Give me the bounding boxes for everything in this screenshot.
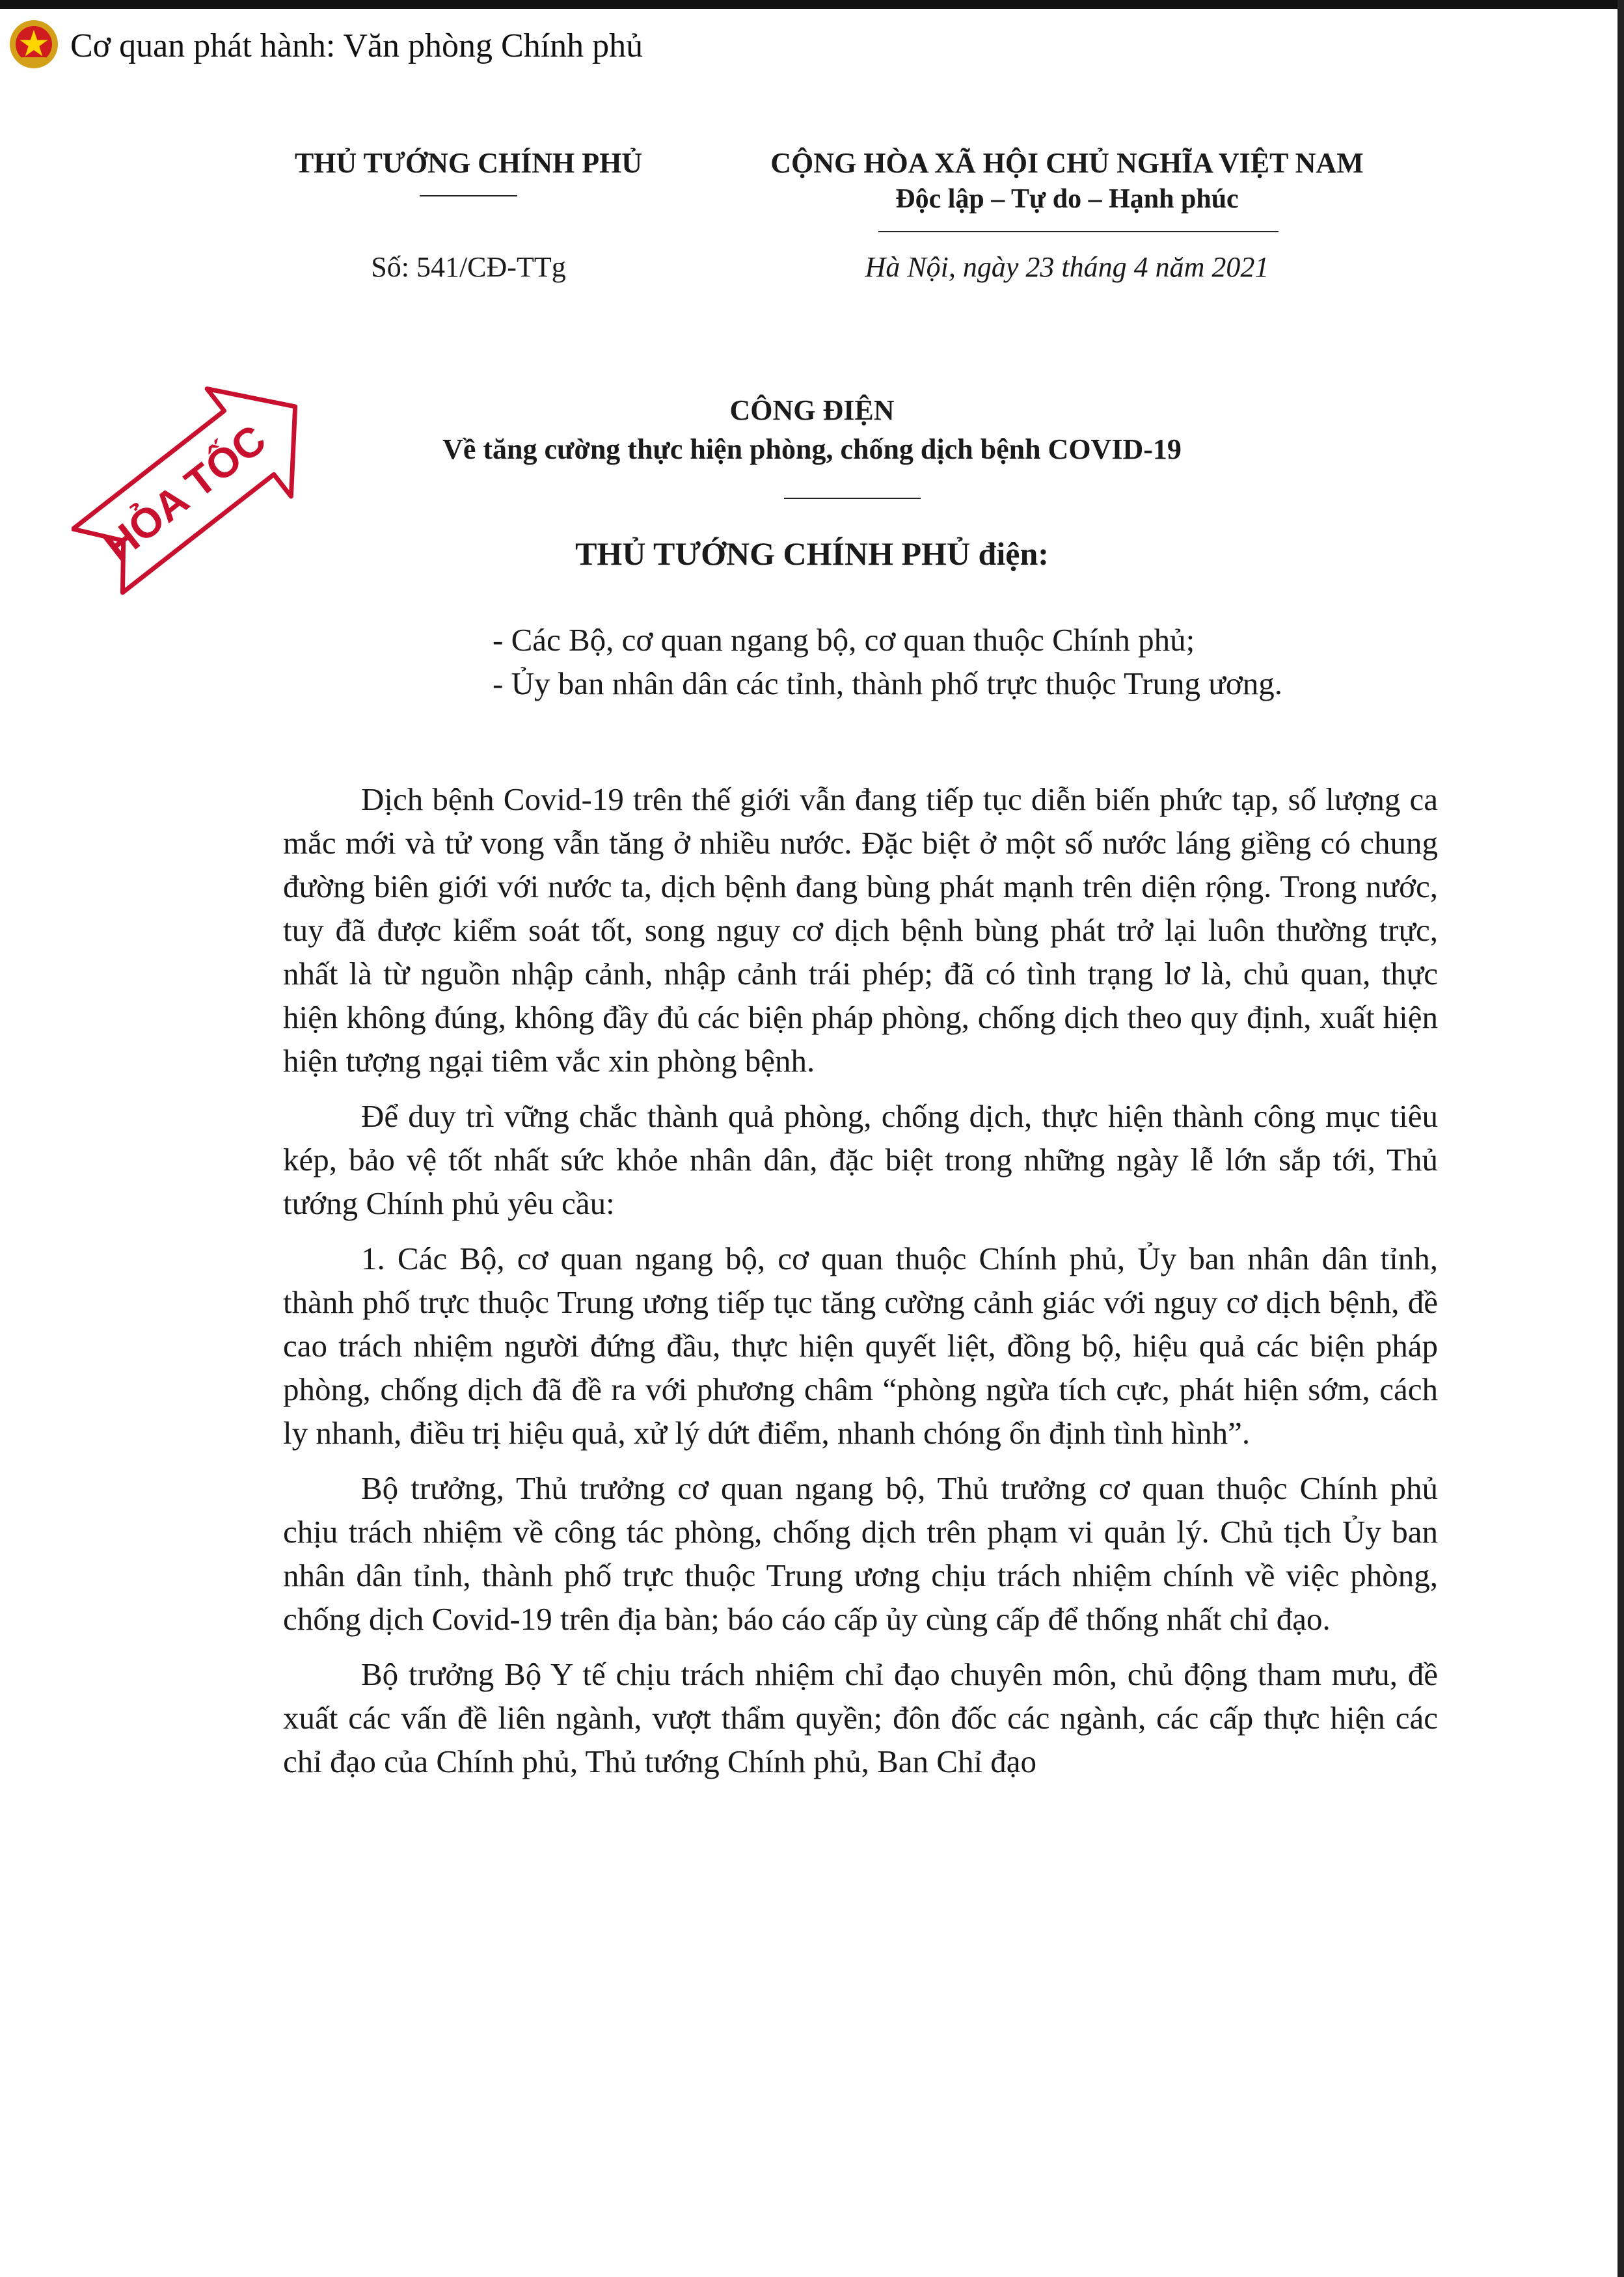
recipient-list <box>493 618 1282 705</box>
body-paragraph: 1. Các Bộ, cơ quan ngang bộ, cơ quan thuộc Chính phủ, Ủy ban nhân dân tỉnh, thành phố trực thuộc Trung ương tiếp tục tăng cường cảnh giác với nguy cơ dịch bệnh, đề cao trách nhiệm người đứng đầu, thực hiện quyết liệt, đồng bộ, hiệu quả các biện pháp phòng, chống dịch đã đề ra với phương châm “phòng ngừa tích cực, phát hiện sớm, cách ly nhanh, điều trị hiệu quả, xử lý dứt điểm, nhanh chóng ổn định tình hình”. <box>283 1241 1438 1451</box>
scan-right-border <box>1617 0 1624 2277</box>
issuer-banner <box>8 18 643 73</box>
scan-top-border <box>0 0 1624 9</box>
national-motto: Độc lập – Tự do – Hạnh phúc <box>895 184 1239 214</box>
issuing-agency: THỦ TƯỚNG CHÍNH PHỦ <box>294 147 643 179</box>
body-paragraph: Để duy trì vững chắc thành quả phòng, chống dịch, thực hiện thành công mục tiêu kép, bảo vệ tốt nhất sức khỏe nhân dân, đặc biệt trong những ngày lễ lớn sắp tới, Thủ tướng Chính phủ yêu cầu: <box>283 1098 1438 1221</box>
recipient-item: - Ủy ban nhân dân các tỉnh, thành phố trực thuộc Trung ương. <box>493 666 1282 701</box>
issuer-text: Cơ quan phát hành: Văn phòng Chính phủ <box>70 27 643 64</box>
motto-underline <box>878 231 1279 232</box>
country-name: CỘNG HÒA XÃ HỘI CHỦ NGHĨA VIỆT NAM <box>770 147 1364 179</box>
document-subject: Về tăng cường thực hiện phòng, chống dịch bệnh COVID-19 <box>442 433 1182 465</box>
agency-underline <box>420 195 517 196</box>
sender-line: THỦ TƯỚNG CHÍNH PHỦ điện: <box>575 535 1049 572</box>
urgent-stamp-text: HỎA TỐC <box>95 415 275 570</box>
body-paragraph: Bộ trưởng Bộ Y tế chịu trách nhiệm chỉ đạo chuyên môn, chủ động tham mưu, đề xuất các vấn đề liên ngành, vượt thẩm quyền; đôn đốc các ngành, các cấp thực hiện các chỉ đạo của Chính phủ, Thủ tướng Chính phủ, Ban Chỉ đạo <box>283 1656 1438 1779</box>
place-and-date: Hà Nội, ngày 23 tháng 4 năm 2021 <box>865 251 1269 283</box>
body-paragraph: Bộ trưởng, Thủ trưởng cơ quan ngang bộ, Thủ trưởng cơ quan thuộc Chính phủ chịu trách nhiệm về công tác phòng, chống dịch trên phạm vi quản lý. Chủ tịch Ủy ban nhân dân tỉnh, thành phố trực thuộc Trung ương chịu trách nhiệm chính về việc phòng, chống dịch Covid-19 trên địa bàn; báo cáo cấp ủy cùng cấp để thống nhất chỉ đạo. <box>283 1470 1438 1637</box>
document-type: CÔNG ĐIỆN <box>729 394 895 426</box>
title-underline <box>784 498 921 499</box>
body-paragraph: Dịch bệnh Covid-19 trên thế giới vẫn đang tiếp tục diễn biến phức tạp, số lượng ca mắc mới và tử vong vẫn tăng ở nhiều nước. Đặc biệt ở một số nước láng giềng có chung đường biên giới với nước ta, dịch bệnh đang bùng phát mạnh trên diện rộng. Trong nước, tuy đã được kiểm soát tốt, song nguy cơ dịch bệnh bùng phát trở lại luôn thường trực, nhất là từ nguồn nhập cảnh, nhập cảnh trái phép; đã có tình trạng lơ là, chủ quan, thực hiện không đúng, không đầy đủ các biện pháp phòng, chống dịch theo quy định, xuất hiện hiện tượng ngại tiêm vắc xin phòng bệnh. <box>283 781 1438 1079</box>
vietnam-national-emblem-icon <box>8 18 60 74</box>
recipient-item: - Các Bộ, cơ quan ngang bộ, cơ quan thuộc Chính phủ; <box>493 622 1195 658</box>
document-body <box>283 777 1438 1795</box>
document-number: Số: 541/CĐ-TTg <box>371 251 566 283</box>
